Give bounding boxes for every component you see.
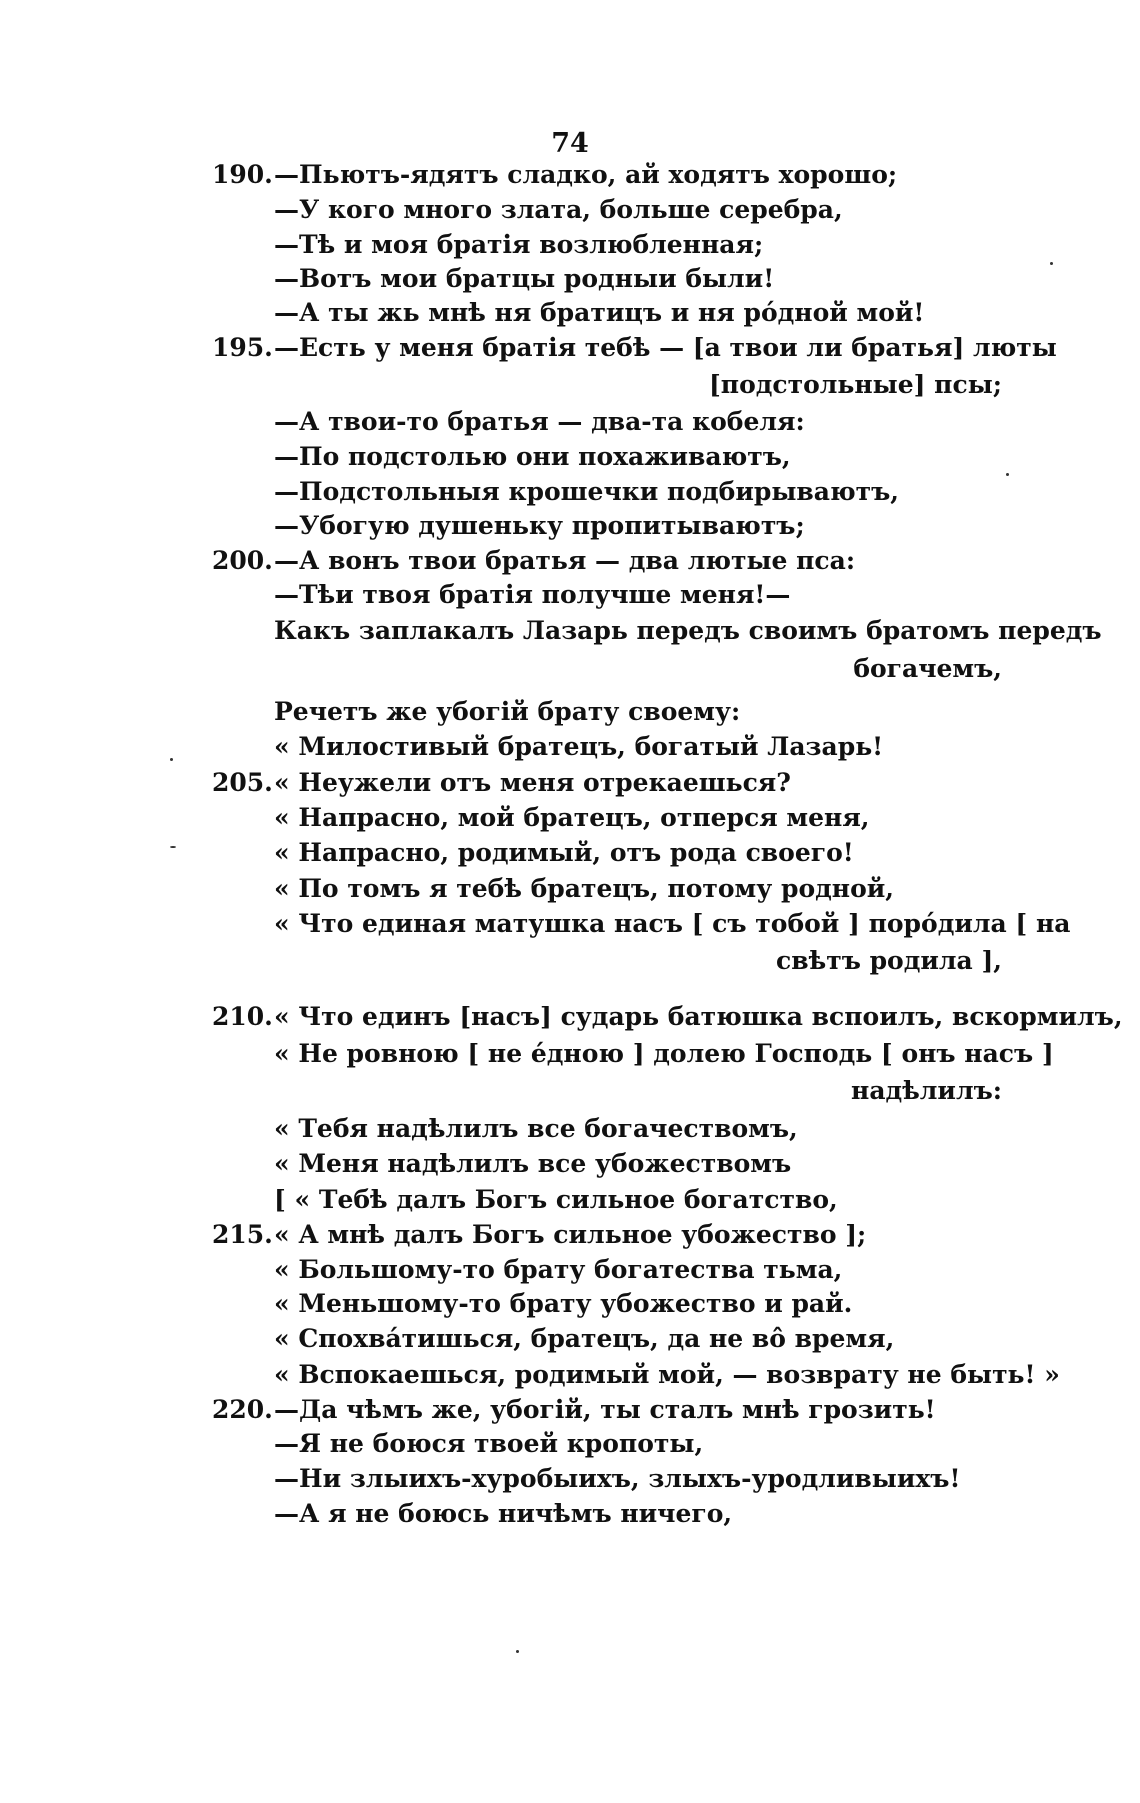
verse-line bbox=[212, 475, 899, 509]
verse-text: —Тѣи твоя братія получше меня!— bbox=[274, 580, 791, 609]
verse-text: « Вспокаешься, родимый мой, — возврату не быть! » bbox=[274, 1360, 1060, 1389]
verse-text: « Не ровною [ не е́дною ] долею Господь [ онъ насъ ] bbox=[274, 1039, 1054, 1068]
line-number: 210. bbox=[212, 1002, 273, 1031]
line-number: 200. bbox=[212, 546, 273, 575]
verse-text: « Что единъ [насъ] сударь батюшка вспоилъ, вскормилъ, bbox=[274, 1002, 1123, 1031]
verse-line bbox=[212, 872, 894, 906]
verse-line bbox=[212, 1253, 842, 1287]
line-number: 215. bbox=[212, 1220, 273, 1249]
verse-text: —А твои-то братья — два-та кобеля: bbox=[274, 407, 805, 436]
verse-line bbox=[212, 405, 805, 439]
verse-text: « А мнѣ далъ Богъ сильное убожество ]; bbox=[274, 1220, 867, 1249]
verse-line bbox=[212, 695, 740, 729]
line-number: 205. bbox=[212, 768, 273, 797]
verse-line bbox=[212, 907, 1070, 941]
verse-text: —А я не боюсь ничѣмъ ничего, bbox=[274, 1499, 733, 1528]
verse-line bbox=[212, 1358, 1060, 1392]
verse-text: « Большому-то брату богатества тьма, bbox=[274, 1255, 843, 1284]
verse-text: —У кого много злата, больше серебра, bbox=[274, 195, 843, 224]
verse-line bbox=[212, 801, 870, 835]
verse-text: « Что единая матушка насъ [ съ тобой ] поро́дила [ на bbox=[274, 909, 1071, 938]
verse-text: —Да чѣмъ же, убогій, ты сталъ мнѣ грозить! bbox=[274, 1395, 936, 1424]
page-number: 74 bbox=[551, 128, 589, 159]
verse-text: —А вонъ твои братья — два лютые пса: bbox=[274, 546, 856, 575]
verse-line bbox=[212, 1322, 894, 1356]
verse-text: Какъ заплакалъ Лазарь передъ своимъ братомъ передъ bbox=[274, 616, 1102, 645]
verse-line bbox=[212, 1147, 791, 1181]
verse-line bbox=[212, 509, 805, 543]
verse-text: « Спохва́тишься, братецъ, да не во̂ время, bbox=[274, 1324, 895, 1353]
verse-line bbox=[212, 578, 790, 612]
verse-line bbox=[212, 730, 883, 764]
scan-speck bbox=[516, 1650, 519, 1653]
scan-speck bbox=[1006, 473, 1009, 476]
verse-text: —Есть у меня братія тебѣ — [а твои ли братья] люты bbox=[274, 333, 1057, 362]
verse-line bbox=[212, 1427, 703, 1461]
verse-line bbox=[212, 1000, 1123, 1034]
scan-speck bbox=[170, 758, 173, 761]
verse-text: [подстольные] псы; bbox=[708, 370, 1002, 399]
verse-text: —А ты жь мнѣ ня братицъ и ня ро́дной мой! bbox=[274, 298, 925, 327]
verse-text: « По томъ я тебѣ братецъ, потому родной, bbox=[274, 874, 895, 903]
verse-text: свѣтъ родила ], bbox=[776, 946, 1002, 975]
verse-text: богачемъ, bbox=[853, 654, 1002, 683]
verse-text: « Меньшому-то брату убожество и рай. bbox=[274, 1289, 853, 1318]
verse-text: —Тѣ и моя братія возлюбленная; bbox=[274, 230, 764, 259]
verse-text: —По подстолью они похаживаютъ, bbox=[274, 442, 791, 471]
verse-text: « Напрасно, мой братецъ, отперся меня, bbox=[274, 803, 870, 832]
verse-line bbox=[212, 1287, 852, 1321]
verse-text: —Подстольныя крошечки подбирываютъ, bbox=[274, 477, 900, 506]
verse-line bbox=[212, 158, 897, 192]
verse-continuation bbox=[212, 1074, 1002, 1108]
verse-text: « Милостивый братецъ, богатый Лазарь! bbox=[274, 732, 884, 761]
line-number: 220. bbox=[212, 1395, 273, 1424]
verse-line bbox=[212, 544, 855, 578]
verse-line bbox=[212, 1183, 838, 1217]
verse-text: —Убогую душеньку пропитываютъ; bbox=[274, 511, 805, 540]
verse-line bbox=[212, 193, 843, 227]
verse-line bbox=[212, 1112, 798, 1146]
verse-text: « Тебя надѣлилъ все богачествомъ, bbox=[274, 1114, 798, 1143]
verse-line bbox=[212, 262, 774, 296]
verse-line bbox=[212, 1037, 1054, 1071]
verse-line bbox=[212, 766, 791, 800]
verse-text: надѣлилъ: bbox=[851, 1076, 1002, 1105]
verse-line bbox=[212, 296, 924, 330]
verse-line bbox=[212, 440, 791, 474]
verse-line bbox=[212, 331, 1057, 365]
verse-text: —Пьютъ-ядятъ сладко, ай ходятъ хорошо; bbox=[274, 160, 898, 189]
scan-speck bbox=[1050, 262, 1053, 265]
verse-text: « Меня надѣлилъ все убожествомъ bbox=[274, 1149, 792, 1178]
line-number: 190. bbox=[212, 160, 273, 189]
verse-continuation bbox=[212, 944, 1002, 978]
verse-line bbox=[212, 228, 763, 262]
verse-text: « Напрасно, родимый, отъ рода своего! bbox=[274, 838, 854, 867]
verse-text: —Ни злыихъ-хуробыихъ, злыхъ-уродливыихъ! bbox=[274, 1464, 961, 1493]
verse-continuation bbox=[212, 652, 1002, 686]
verse-line bbox=[212, 1393, 936, 1427]
verse-line bbox=[212, 614, 1102, 648]
verse-line bbox=[212, 1497, 732, 1531]
verse-continuation bbox=[212, 368, 1002, 402]
verse-text: —Я не боюся твоей кропоты, bbox=[274, 1429, 704, 1458]
verse-text: Речетъ же убогій брату своему: bbox=[274, 697, 741, 726]
scan-speck bbox=[170, 846, 176, 848]
verse-text: —Вотъ мои братцы родныи были! bbox=[274, 264, 775, 293]
line-number: 195. bbox=[212, 333, 273, 362]
verse-text: [ « Тебѣ далъ Богъ сильное богатство, bbox=[274, 1185, 838, 1214]
verse-line bbox=[212, 836, 854, 870]
verse-line bbox=[212, 1462, 960, 1496]
verse-text: « Неужели отъ меня отрекаешься? bbox=[274, 768, 791, 797]
verse-line bbox=[212, 1218, 866, 1252]
